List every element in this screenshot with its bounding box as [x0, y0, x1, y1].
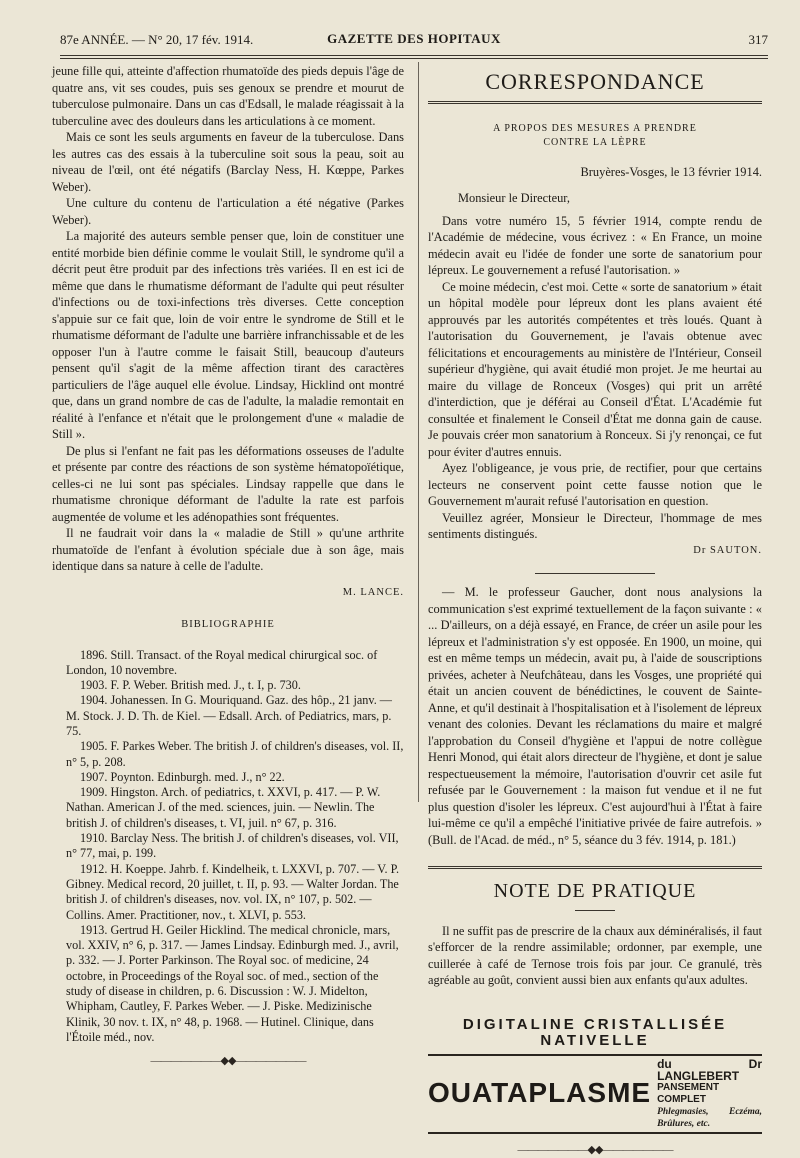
issue-info: 87e ANNÉE. — N° 20, 17 fév. 1914.	[60, 32, 253, 48]
short-rule	[575, 910, 615, 911]
letter-heading-line-1: A PROPOS DES MESURES A PRENDRE	[428, 122, 762, 136]
column-divider	[418, 62, 419, 802]
section-rule	[428, 866, 762, 869]
letter-paragraph: Ce moine médecin, c'est moi. Cette « sorte de sanatorium » était un hôpital modèle pour lépreux dont les plans avaient été approuvés par les autorités compétentes et très loués. Quant à l'autorisation du Gouvernement, je l'avais obtenue avec félicitations et encouragements au ministère de l'Intérieur, Conseil supérieur d'hygiène, qui avait étudié mon projet. Je me heurtai au maire du village de Ronceux (Vosges) qui prit un arrêté d'interdiction, que je déférai au Conseil d'État. L'Académie fut consultée et finalement le Conseil d'État me donna gain de cause. Je pouvais créer mon sanatorium à Ronceux. Si j'y renonçai, ce fut pour éviter d'autres ennuis.	[428, 279, 762, 461]
letter-heading-line-2: CONTRE LA LÈPRE	[428, 136, 762, 150]
title-rule	[428, 101, 762, 104]
paragraph: Une culture du contenu de l'articulation a été négative (Parkes Weber).	[52, 195, 404, 228]
left-column	[52, 63, 404, 1070]
right-column	[428, 70, 762, 1158]
end-ornament: ———————◆◆———————	[428, 1142, 762, 1158]
bibliography-entry: 1909. Hingston. Arch. of pediatrics, t. XXVI, p. 417. — P. W. Nathan. American J. of the med. sciences, juin. — Newlin. The british J. of children's diseases, t. VI, juil. n° 67, p. 316.	[52, 785, 404, 831]
end-ornament: ———————◆◆———————	[52, 1053, 404, 1070]
letter-salutation: Monsieur le Directeur,	[428, 190, 762, 207]
ad-tagline: PANSEMENT COMPLET	[657, 1082, 762, 1106]
paragraph: jeune fille qui, atteinte d'affection rhumatoïde des pieds depuis l'âge de quatre ans, vit ses coudes, puis ses genoux se prendre et mourut de tuberculose pulmonaire. Dans un cas d'Edsall, le malade réagissait à la tuberculine avec des douleurs dans les articulations à ce moment.	[52, 63, 404, 129]
bibliography-entry: 1907. Poynton. Edinburgh. med. J., n° 22.	[52, 770, 404, 785]
bibliography-entry: 1896. Still. Transact. of the Royal medical chirurgical soc. of London, 10 novembre.	[52, 648, 404, 679]
bibliography-entry: 1903. F. P. Weber. British med. J., t. I, p. 730.	[52, 678, 404, 693]
bibliography-entry: 1905. F. Parkes Weber. The british J. of children's diseases, vol. II, n° 5, p. 208.	[52, 739, 404, 770]
letter-paragraph: Ayez l'obligeance, je vous prie, de rectifier, pour que certains lecteurs ne conservent point cette fausse notion que le Gouvernement m'aurait refusé l'autorisation en question.	[428, 460, 762, 510]
letter-paragraph: Dans votre numéro 15, 5 février 1914, compte rendu de l'Académie de médecine, vous écrivez : « En France, un moine médecin avait eu l'idée de fonder une sorte de sanatorium pour lépreux. Le gouvernement a refusé l'autorisation. »	[428, 213, 762, 279]
bibliography-entry: 1910. Barclay Ness. The british J. of children's diseases, vol. VII, n° 77, mai, p. 199.	[52, 831, 404, 862]
ad-uses: Phlegmasies, Eczéma, Brûlures, etc.	[657, 1106, 762, 1130]
practice-note-text: Il ne suffit pas de prescrire de la chaux aux déminéralisés, il faut s'efforcer de la rendre assimilable; ordonner, par exemple, une cuillerée à café de Ternose trois fois par jour. Ce granulé, très agréable au goût, convient aussi bien aux enfants qu'aux adultes.	[428, 923, 762, 989]
ad-maker: du Dr LANGLEBERT	[657, 1058, 762, 1082]
bibliography-title: BIBLIOGRAPHIE	[52, 617, 404, 634]
bibliography-entry: 1904. Johanessen. In G. Mouriquand. Gaz. des hôp., 21 janv. — M. Stock. J. D. Th. de Kiel. — Edsall. Arch. of Pediatrics, mars, p. 75.	[52, 693, 404, 739]
letter-heading	[428, 122, 762, 150]
paragraph: Mais ce sont les seuls arguments en faveur de la tuberculose. Dans les autres cas des essais à la tuberculine soit sous la peau, soit au niveau de l'œil, ont été négatifs (Barclay Ness, H. Kœppe, Parkes Weber).	[52, 129, 404, 195]
short-rule	[535, 573, 655, 574]
letter-dateline: Bruyères-Vosges, le 13 février 1914.	[428, 164, 762, 181]
page-header	[60, 30, 768, 52]
paragraph: Il ne faudrait voir dans la « maladie de Still » qu'une arthrite rhumatoïde de l'enfant à évolution spéciale due à son âge, mais identique dans sa nature à celle de l'adulte.	[52, 525, 404, 575]
paragraph: La majorité des auteurs semble penser que, loin de constituer une entité morbide bien définie comme le voulait Still, le syndrome qu'il a décrit peut être produit par des infections très variées. Il en est ici de même que dans le rhumatisme déformant de l'adulte qui peut résulter d'infections ou de toxi-infections très diverses. Cette conception s'appuie sur ce fait que, loin de voir entre le syndrome de Still et le rhumatisme déformant de l'adulte une barrière infranchissable et de les opposer l'un à l'autre comme le faisait Still, beaucoup d'auteurs pensent qu'il s'agit de la même affection tirant des caractères particuliers de l'âge auquel elle évolue. Lindsay, Hicklind ont montré que, dans un grand nombre de cas de l'adulte, la maladie remontait en réalité à l'enfance et n'était que le prolongement d'une « maladie de Still ».	[52, 228, 404, 443]
editor-note: — M. le professeur Gaucher, dont nous analysions la communication s'est exprimé textuellement de la façon suivante : « ... D'ailleurs, on a déjà essayé, en France, de créer un asile pour les lépreux et l'administration s'y est opposée. En 1900, un moine, qui est en même temps un médecin, avait pu, à l'aide de souscriptions privées, acheter à Neufchâteau, dans les Vosges, une propriété qui était un ancien couvent de bénédictines, le couvent de Sainte-Anne, et qu'il destinait à l'hospitalisation et à l'isolement de lépreux venant des colonies. Devant les réclamations du maire et malgré l'approbation du Conseil d'hygiène et l'appui de notre collègue Henri Monod, qui était alors directeur de l'hygiène, et dont je salue respectueusement la mémoire, l'autorisation d'ouvrir cet asile fut refusée par le Gouvernement : la maison fut vendue et il ne fut plus question d'isoler les lépreux. C'est aujourd'hui à l'État à faire lui-même ce qu'il a empêché l'initiative privée de faire autrefois. » (Bull. de l'Acad. de méd., n° 5, séance du 3 fév. 1914, p. 181.)	[428, 584, 762, 848]
bibliography-entry: 1912. H. Koeppe. Jahrb. f. Kindelheik, t. LXXVI, p. 707. — V. P. Gibney. Medical record, 20 juillet, t. II, p. 93. — Walter Jordan. The british J. of children's diseases, nov. vol. IX, n° 107, p. 502. — Collins. Amer. Practitioner, nov., t. XLVI, p. 553.	[52, 862, 404, 923]
letter-paragraph: Veuillez agréer, Monsieur le Directeur, l'hommage de mes sentiments distingués.	[428, 510, 762, 543]
digitaline-ad: DIGITALINE CRISTALLISÉE NATIVELLE	[428, 1017, 762, 1050]
ouataplasme-details	[657, 1058, 762, 1130]
journal-title: GAZETTE DES HOPITAUX	[60, 31, 768, 47]
header-rule	[60, 55, 768, 56]
article-signature: M. LANCE.	[52, 585, 404, 602]
practice-note-title: NOTE DE PRATIQUE	[428, 883, 762, 900]
correspondence-title: CORRESPONDANCE	[428, 74, 762, 91]
paragraph: De plus si l'enfant ne fait pas les déformations osseuses de l'adulte et présente par contre des réactions de son système hématopoïétique, celles-ci ne lui sont pas spéciales. Lindsay rappelle que dans le rhumatisme chronique déformant de l'adulte la rate est parfois augmentée de volume et les adénopathies sont fréquentes.	[52, 443, 404, 526]
header-rule-2	[60, 58, 768, 59]
ouataplasme-ad	[428, 1054, 762, 1134]
bibliography-entry: 1913. Gertrud H. Geiler Hicklind. The medical chronicle, mars, vol. XXIV, n° 6, p. 317. — James Lindsay. Edinburgh med. J., avril, p. 332. — J. Porter Parkinson. The Royal soc. of medicine, 24 octobre, in Proceedings of the Royal soc. of med., section of the study of disease in children, p. 6. Discussion : W. J. Midelton, Whipham, Cautley, F. Parkes Weber. — J. Piske. Medizinische Klinik, 30 nov. t. IX, n° 48, p. 1968. — Hutinel. Clinique, dans l'Étoile méd., nov.	[52, 923, 404, 1045]
letter-signature: Dr SAUTON.	[428, 543, 762, 560]
advertisement	[428, 1017, 762, 1158]
page-number: 317	[749, 32, 769, 48]
ouataplasme-word: OUATAPLASME	[428, 1085, 651, 1102]
